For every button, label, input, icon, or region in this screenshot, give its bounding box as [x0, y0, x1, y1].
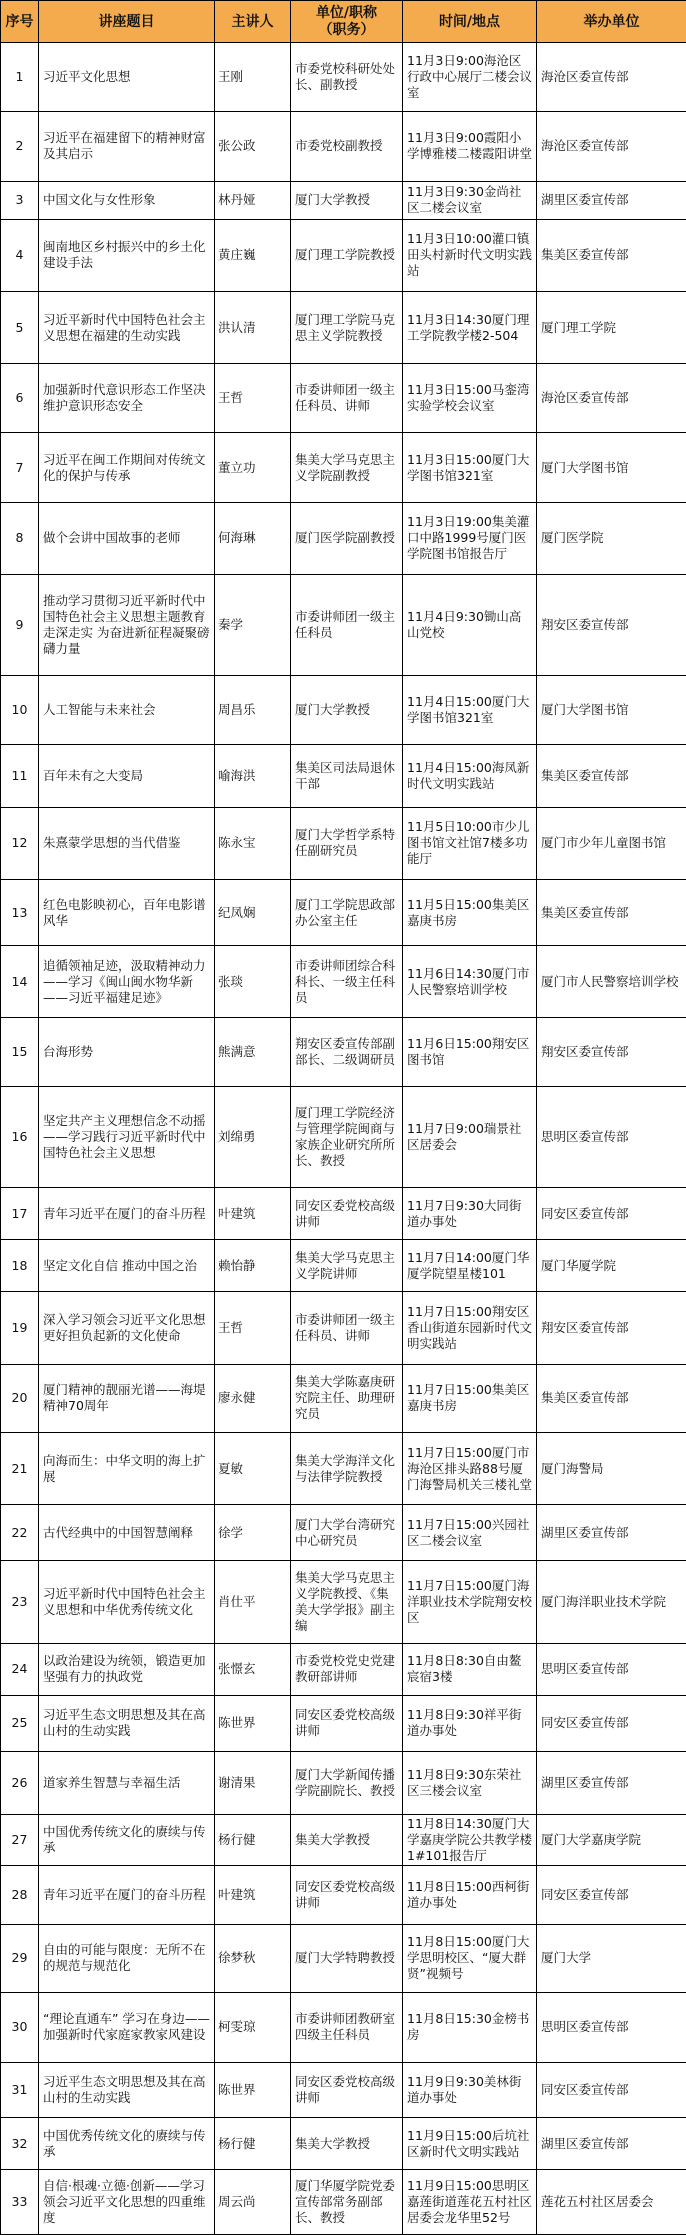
cell-speaker: 董立功 [215, 433, 291, 502]
cell-no: 32 [1, 2118, 39, 2170]
table-row [1, 1086, 686, 1187]
cell-host: 厦门华厦学院 [537, 1240, 686, 1292]
cell-speaker: 柯雯琼 [215, 1992, 291, 2062]
cell-no: 14 [1, 946, 39, 1018]
cell-no: 1 [1, 43, 39, 112]
table-row [1, 946, 686, 1018]
cell-time: 11月7日15:00厦门海洋职业技术学院翔安校区 [403, 1561, 537, 1643]
cell-no: 2 [1, 112, 39, 181]
cell-unit: 同安区委党校高级讲师 [291, 1695, 403, 1751]
cell-no: 30 [1, 1992, 39, 2062]
cell-host: 思明区委宣传部 [537, 1086, 686, 1187]
cell-time: 11月4日15:00厦门大学图书馆321室 [403, 676, 537, 745]
cell-unit: 厦门大学教授 [291, 676, 403, 745]
table-row [1, 219, 686, 291]
cell-no: 12 [1, 807, 39, 879]
cell-time: 11月7日9:30大同街道办事处 [403, 1188, 537, 1240]
cell-time: 11月8日8:30自由鳌宸宿3楼 [403, 1643, 537, 1695]
cell-speaker: 林丹娅 [215, 181, 291, 219]
cell-speaker: 陈永宝 [215, 807, 291, 879]
cell-no: 26 [1, 1752, 39, 1815]
cell-no: 28 [1, 1866, 39, 1924]
table-row [1, 502, 686, 574]
cell-no: 8 [1, 502, 39, 574]
cell-unit: 翔安区委宣传部副部长、二级调研员 [291, 1018, 403, 1086]
cell-unit: 厦门医学院副教授 [291, 502, 403, 574]
table-row [1, 112, 686, 181]
cell-title: 习近平新时代中国特色社会主义思想在福建的生动实践 [39, 291, 215, 363]
table-row [1, 43, 686, 112]
cell-title: 加强新时代意识形态工作坚决维护意识形态安全 [39, 364, 215, 433]
cell-time: 11月3日9:30金尚社区二楼会议室 [403, 181, 537, 219]
cell-no: 31 [1, 2063, 39, 2118]
cell-time: 11月7日15:00兴园社区二楼会议室 [403, 1505, 537, 1561]
cell-unit: 市委讲师团教研室四级主任科员 [291, 1992, 403, 2062]
header-speaker: 主讲人 [215, 1, 291, 43]
cell-time: 11月9日15:00后坑社区新时代文明实践站 [403, 2118, 537, 2170]
cell-title: 红色电影映初心，百年电影谱风华 [39, 879, 215, 945]
cell-unit: 市委党校副教授 [291, 112, 403, 181]
cell-no: 13 [1, 879, 39, 945]
cell-speaker: 陈世界 [215, 1695, 291, 1751]
cell-no: 15 [1, 1018, 39, 1086]
cell-speaker: 张公政 [215, 112, 291, 181]
cell-title: 习近平新时代中国特色社会主义思想和中华优秀传统文化 [39, 1561, 215, 1643]
cell-title: “理论直通车” 学习在身边——加强新时代家庭家教家风建设 [39, 1992, 215, 2062]
cell-time: 11月5日10:00市少儿图书馆文社馆7楼多功能厅 [403, 807, 537, 879]
table-row [1, 1815, 686, 1866]
cell-time: 11月8日9:30祥平街道办事处 [403, 1695, 537, 1751]
cell-unit: 厦门大学新闻传播学院副院长、教授 [291, 1752, 403, 1815]
cell-title: 道家养生智慧与幸福生活 [39, 1752, 215, 1815]
cell-host: 思明区委宣传部 [537, 1992, 686, 2062]
cell-title: 自信·根魂·立德·创新——学习领会习近平文化思想的四重维度 [39, 2170, 215, 2235]
cell-no: 23 [1, 1561, 39, 1643]
cell-title: 习近平在闽工作期间对传统文化的保护与传承 [39, 433, 215, 502]
cell-no: 21 [1, 1432, 39, 1504]
cell-host: 厦门海警局 [537, 1432, 686, 1504]
cell-title: 习近平生态文明思想及其在高山村的生动实践 [39, 1695, 215, 1751]
cell-host: 厦门市少年儿童图书馆 [537, 807, 686, 879]
table-row [1, 181, 686, 219]
cell-host: 湖里区委宣传部 [537, 1752, 686, 1815]
table-row [1, 1505, 686, 1561]
cell-no: 29 [1, 1924, 39, 1992]
table-row [1, 291, 686, 363]
cell-host: 同安区委宣传部 [537, 2063, 686, 2118]
cell-speaker: 赖怡静 [215, 1240, 291, 1292]
table-row [1, 807, 686, 879]
cell-unit: 厦门大学教授 [291, 181, 403, 219]
cell-unit: 厦门理工学院经济与管理学院闽商与家族企业研究所所长、教授 [291, 1086, 403, 1187]
cell-time: 11月8日14:30厦门大学嘉庚学院公共教学楼1#101报告厅 [403, 1815, 537, 1866]
cell-speaker: 陈世界 [215, 2063, 291, 2118]
cell-time: 11月3日15:00厦门大学图书馆321室 [403, 433, 537, 502]
cell-time: 11月3日15:00马銮湾实验学校会议室 [403, 364, 537, 433]
cell-unit: 市委讲师团一级主任科员、讲师 [291, 1292, 403, 1364]
cell-unit: 厦门大学哲学系特任副研究员 [291, 807, 403, 879]
cell-no: 9 [1, 574, 39, 675]
cell-speaker: 杨行健 [215, 2118, 291, 2170]
cell-host: 同安区委宣传部 [537, 1188, 686, 1240]
cell-speaker: 夏敏 [215, 1432, 291, 1504]
cell-speaker: 谢清果 [215, 1752, 291, 1815]
cell-unit: 市委讲师团一级主任科员 [291, 574, 403, 675]
cell-title: 闽南地区乡村振兴中的乡土化建设手法 [39, 219, 215, 291]
cell-speaker: 王哲 [215, 364, 291, 433]
cell-title: 做个会讲中国故事的老师 [39, 502, 215, 574]
cell-host: 集美区委宣传部 [537, 745, 686, 807]
cell-host: 思明区委宣传部 [537, 1643, 686, 1695]
cell-unit: 集美大学海洋文化与法律学院教授 [291, 1432, 403, 1504]
cell-host: 翔安区委宣传部 [537, 1292, 686, 1364]
table-row [1, 1866, 686, 1924]
cell-speaker: 王哲 [215, 1292, 291, 1364]
table-row [1, 1924, 686, 1992]
table-row [1, 2118, 686, 2170]
cell-speaker: 叶建筑 [215, 1866, 291, 1924]
cell-time: 11月8日15:30金榜书房 [403, 1992, 537, 2062]
cell-no: 11 [1, 745, 39, 807]
table-row [1, 1643, 686, 1695]
table-row [1, 433, 686, 502]
cell-speaker: 周云尚 [215, 2170, 291, 2235]
cell-host: 厦门市人民警察培训学校 [537, 946, 686, 1018]
cell-speaker: 肖仕平 [215, 1561, 291, 1643]
cell-speaker: 杨行健 [215, 1815, 291, 1866]
cell-unit: 厦门大学台湾研究中心研究员 [291, 1505, 403, 1561]
cell-unit: 集美大学陈嘉庚研究院主任、助理研究员 [291, 1364, 403, 1432]
cell-host: 莲花五村社区居委会 [537, 2170, 686, 2235]
cell-title: 中国文化与女性形象 [39, 181, 215, 219]
cell-time: 11月6日14:30厦门市人民警察培训学校 [403, 946, 537, 1018]
cell-title: 习近平在福建留下的精神财富及其启示 [39, 112, 215, 181]
cell-speaker: 秦学 [215, 574, 291, 675]
cell-host: 厦门医学院 [537, 502, 686, 574]
cell-title: 习近平文化思想 [39, 43, 215, 112]
cell-unit: 厦门理工学院马克思主义学院教授 [291, 291, 403, 363]
cell-time: 11月7日15:00翔安区香山街道东园新时代文明实践站 [403, 1292, 537, 1364]
cell-unit: 厦门理工学院教授 [291, 219, 403, 291]
cell-speaker: 熊满意 [215, 1018, 291, 1086]
cell-title: 坚定共产主义理想信念不动摇——学习践行习近平新时代中国特色社会主义思想 [39, 1086, 215, 1187]
header-no: 序号 [1, 1, 39, 43]
cell-host: 海沧区委宣传部 [537, 112, 686, 181]
cell-unit: 市委党校党史党建教研部讲师 [291, 1643, 403, 1695]
cell-no: 25 [1, 1695, 39, 1751]
cell-speaker: 周昌乐 [215, 676, 291, 745]
cell-no: 3 [1, 181, 39, 219]
cell-speaker: 王刚 [215, 43, 291, 112]
cell-title: 朱熹蒙学思想的当代借鉴 [39, 807, 215, 879]
cell-speaker: 廖永健 [215, 1364, 291, 1432]
cell-no: 18 [1, 1240, 39, 1292]
cell-no: 33 [1, 2170, 39, 2235]
cell-title: 百年未有之大变局 [39, 745, 215, 807]
cell-host: 厦门大学图书馆 [537, 676, 686, 745]
cell-time: 11月8日9:30东荣社区三楼会议室 [403, 1752, 537, 1815]
cell-speaker: 徐学 [215, 1505, 291, 1561]
cell-time: 11月3日9:00霞阳小学博雅楼二楼霞阳讲堂 [403, 112, 537, 181]
cell-title: 中国优秀传统文化的赓续与传承 [39, 2118, 215, 2170]
header-row [1, 1, 686, 43]
cell-time: 11月6日15:00翔安区图书馆 [403, 1018, 537, 1086]
cell-host: 湖里区委宣传部 [537, 2118, 686, 2170]
cell-title: 自由的可能与限度：无所不在的规范与规范化 [39, 1924, 215, 1992]
cell-no: 24 [1, 1643, 39, 1695]
cell-speaker: 黄庄巍 [215, 219, 291, 291]
cell-title: 人工智能与未来社会 [39, 676, 215, 745]
cell-unit: 市委讲师团一级主任科员、讲师 [291, 364, 403, 433]
cell-no: 20 [1, 1364, 39, 1432]
cell-no: 7 [1, 433, 39, 502]
cell-time: 11月3日14:30厦门理工学院教学楼2-504 [403, 291, 537, 363]
cell-speaker: 何海琳 [215, 502, 291, 574]
cell-host: 海沧区委宣传部 [537, 364, 686, 433]
table-row [1, 1752, 686, 1815]
table-row [1, 574, 686, 675]
cell-host: 厦门大学 [537, 1924, 686, 1992]
table-row [1, 745, 686, 807]
cell-no: 6 [1, 364, 39, 433]
cell-unit: 市委讲师团综合科科长、一级主任科员 [291, 946, 403, 1018]
cell-host: 集美区委宣传部 [537, 1364, 686, 1432]
table-body [1, 43, 686, 2235]
cell-no: 16 [1, 1086, 39, 1187]
cell-speaker: 刘绵勇 [215, 1086, 291, 1187]
cell-time: 11月9日9:30美林街道办事处 [403, 2063, 537, 2118]
cell-host: 厦门大学嘉庚学院 [537, 1815, 686, 1866]
cell-speaker: 叶建筑 [215, 1188, 291, 1240]
cell-host: 翔安区委宣传部 [537, 574, 686, 675]
cell-time: 11月8日15:00厦门大学思明校区、“厦大群贤”视频号 [403, 1924, 537, 1992]
table-row [1, 1018, 686, 1086]
cell-title: 习近平生态文明思想及其在高山村的生动实践 [39, 2063, 215, 2118]
cell-speaker: 张琰 [215, 946, 291, 1018]
cell-speaker: 徐梦秋 [215, 1924, 291, 1992]
cell-speaker: 纪凤娴 [215, 879, 291, 945]
cell-host: 同安区委宣传部 [537, 1695, 686, 1751]
table-row [1, 676, 686, 745]
cell-host: 厦门大学图书馆 [537, 433, 686, 502]
cell-time: 11月7日14:00厦门华厦学院望星楼101 [403, 1240, 537, 1292]
cell-unit: 厦门华厦学院党委宣传部常务副部长、教授 [291, 2170, 403, 2235]
table-row [1, 1364, 686, 1432]
cell-time: 11月4日9:30锄山高山党校 [403, 574, 537, 675]
cell-unit: 集美大学马克思主义学院教授、《集美大学学报》副主编 [291, 1561, 403, 1643]
cell-title: 推动学习贯彻习近平新时代中国特色社会主义思想主题教育走深走实 为奋进新征程凝聚磅礴力量 [39, 574, 215, 675]
cell-host: 海沧区委宣传部 [537, 43, 686, 112]
table-row [1, 1561, 686, 1643]
header-time-place: 时间/地点 [403, 1, 537, 43]
cell-host: 厦门理工学院 [537, 291, 686, 363]
table-row [1, 1695, 686, 1751]
cell-title: 台海形势 [39, 1018, 215, 1086]
cell-host: 厦门海洋职业技术学院 [537, 1561, 686, 1643]
table-row [1, 1240, 686, 1292]
cell-title: 追循领袖足迹，汲取精神动力——学习《闽山闽水物华新——习近平福建足迹》 [39, 946, 215, 1018]
cell-title: 厦门精神的靓丽光谱——海堤精神70周年 [39, 1364, 215, 1432]
cell-unit: 集美区司法局退休干部 [291, 745, 403, 807]
table-row [1, 1992, 686, 2062]
cell-unit: 厦门工学院思政部办公室主任 [291, 879, 403, 945]
cell-no: 5 [1, 291, 39, 363]
cell-time: 11月7日9:00瑞景社区居委会 [403, 1086, 537, 1187]
cell-host: 集美区委宣传部 [537, 219, 686, 291]
cell-speaker: 喻海洪 [215, 745, 291, 807]
cell-speaker: 洪认清 [215, 291, 291, 363]
cell-no: 27 [1, 1815, 39, 1866]
cell-unit: 集美大学教授 [291, 2118, 403, 2170]
cell-unit: 市委党校科研处处长、副教授 [291, 43, 403, 112]
cell-no: 4 [1, 219, 39, 291]
cell-host: 集美区委宣传部 [537, 879, 686, 945]
table-row [1, 364, 686, 433]
cell-speaker: 张憬玄 [215, 1643, 291, 1695]
cell-unit: 厦门大学特聘教授 [291, 1924, 403, 1992]
cell-time: 11月7日15:00厦门市海沧区排头路88号厦门海警局机关三楼礼堂 [403, 1432, 537, 1504]
cell-title: 古代经典中的中国智慧阐释 [39, 1505, 215, 1561]
cell-title: 以政治建设为统领，锻造更加坚强有力的执政党 [39, 1643, 215, 1695]
cell-time: 11月3日19:00集美灌口中路1999号厦门医学院图书馆报告厅 [403, 502, 537, 574]
cell-host: 湖里区委宣传部 [537, 181, 686, 219]
cell-time: 11月8日15:00西柯街道办事处 [403, 1866, 537, 1924]
cell-title: 向海而生：中华文明的海上扩展 [39, 1432, 215, 1504]
table-row [1, 1292, 686, 1364]
table-row [1, 2063, 686, 2118]
table-row [1, 2170, 686, 2235]
cell-host: 翔安区委宣传部 [537, 1018, 686, 1086]
header-unit: 单位/职称 （职务） [291, 1, 403, 43]
cell-host: 湖里区委宣传部 [537, 1505, 686, 1561]
cell-no: 10 [1, 676, 39, 745]
cell-title: 中国优秀传统文化的赓续与传承 [39, 1815, 215, 1866]
cell-no: 22 [1, 1505, 39, 1561]
cell-time: 11月5日15:00集美区嘉庚书房 [403, 879, 537, 945]
cell-title: 青年习近平在厦门的奋斗历程 [39, 1866, 215, 1924]
cell-time: 11月3日10:00灌口镇田头村新时代文明实践站 [403, 219, 537, 291]
table-row [1, 879, 686, 945]
cell-title: 深入学习领会习近平文化思想 更好担负起新的文化使命 [39, 1292, 215, 1364]
cell-time: 11月3日9:00海沧区行政中心展厅二楼会议室 [403, 43, 537, 112]
cell-time: 11月4日15:00海凤新时代文明实践站 [403, 745, 537, 807]
cell-unit: 同安区委党校高级讲师 [291, 2063, 403, 2118]
header-title: 讲座题目 [39, 1, 215, 43]
table-row [1, 1432, 686, 1504]
cell-unit: 同安区委党校高级讲师 [291, 1866, 403, 1924]
cell-unit: 集美大学教授 [291, 1815, 403, 1866]
cell-title: 坚定文化自信 推动中国之治 [39, 1240, 215, 1292]
cell-unit: 集美大学马克思主义学院讲师 [291, 1240, 403, 1292]
cell-time: 11月9日15:00思明区嘉莲街道莲花五村社区居委会龙华里52号 [403, 2170, 537, 2235]
cell-no: 17 [1, 1188, 39, 1240]
cell-no: 19 [1, 1292, 39, 1364]
cell-time: 11月7日15:00集美区嘉庚书房 [403, 1364, 537, 1432]
cell-unit: 同安区委党校高级讲师 [291, 1188, 403, 1240]
table-row [1, 1188, 686, 1240]
cell-title: 青年习近平在厦门的奋斗历程 [39, 1188, 215, 1240]
header-host: 举办单位 [537, 1, 686, 43]
cell-host: 同安区委宣传部 [537, 1866, 686, 1924]
cell-unit: 集美大学马克思主义学院副教授 [291, 433, 403, 502]
